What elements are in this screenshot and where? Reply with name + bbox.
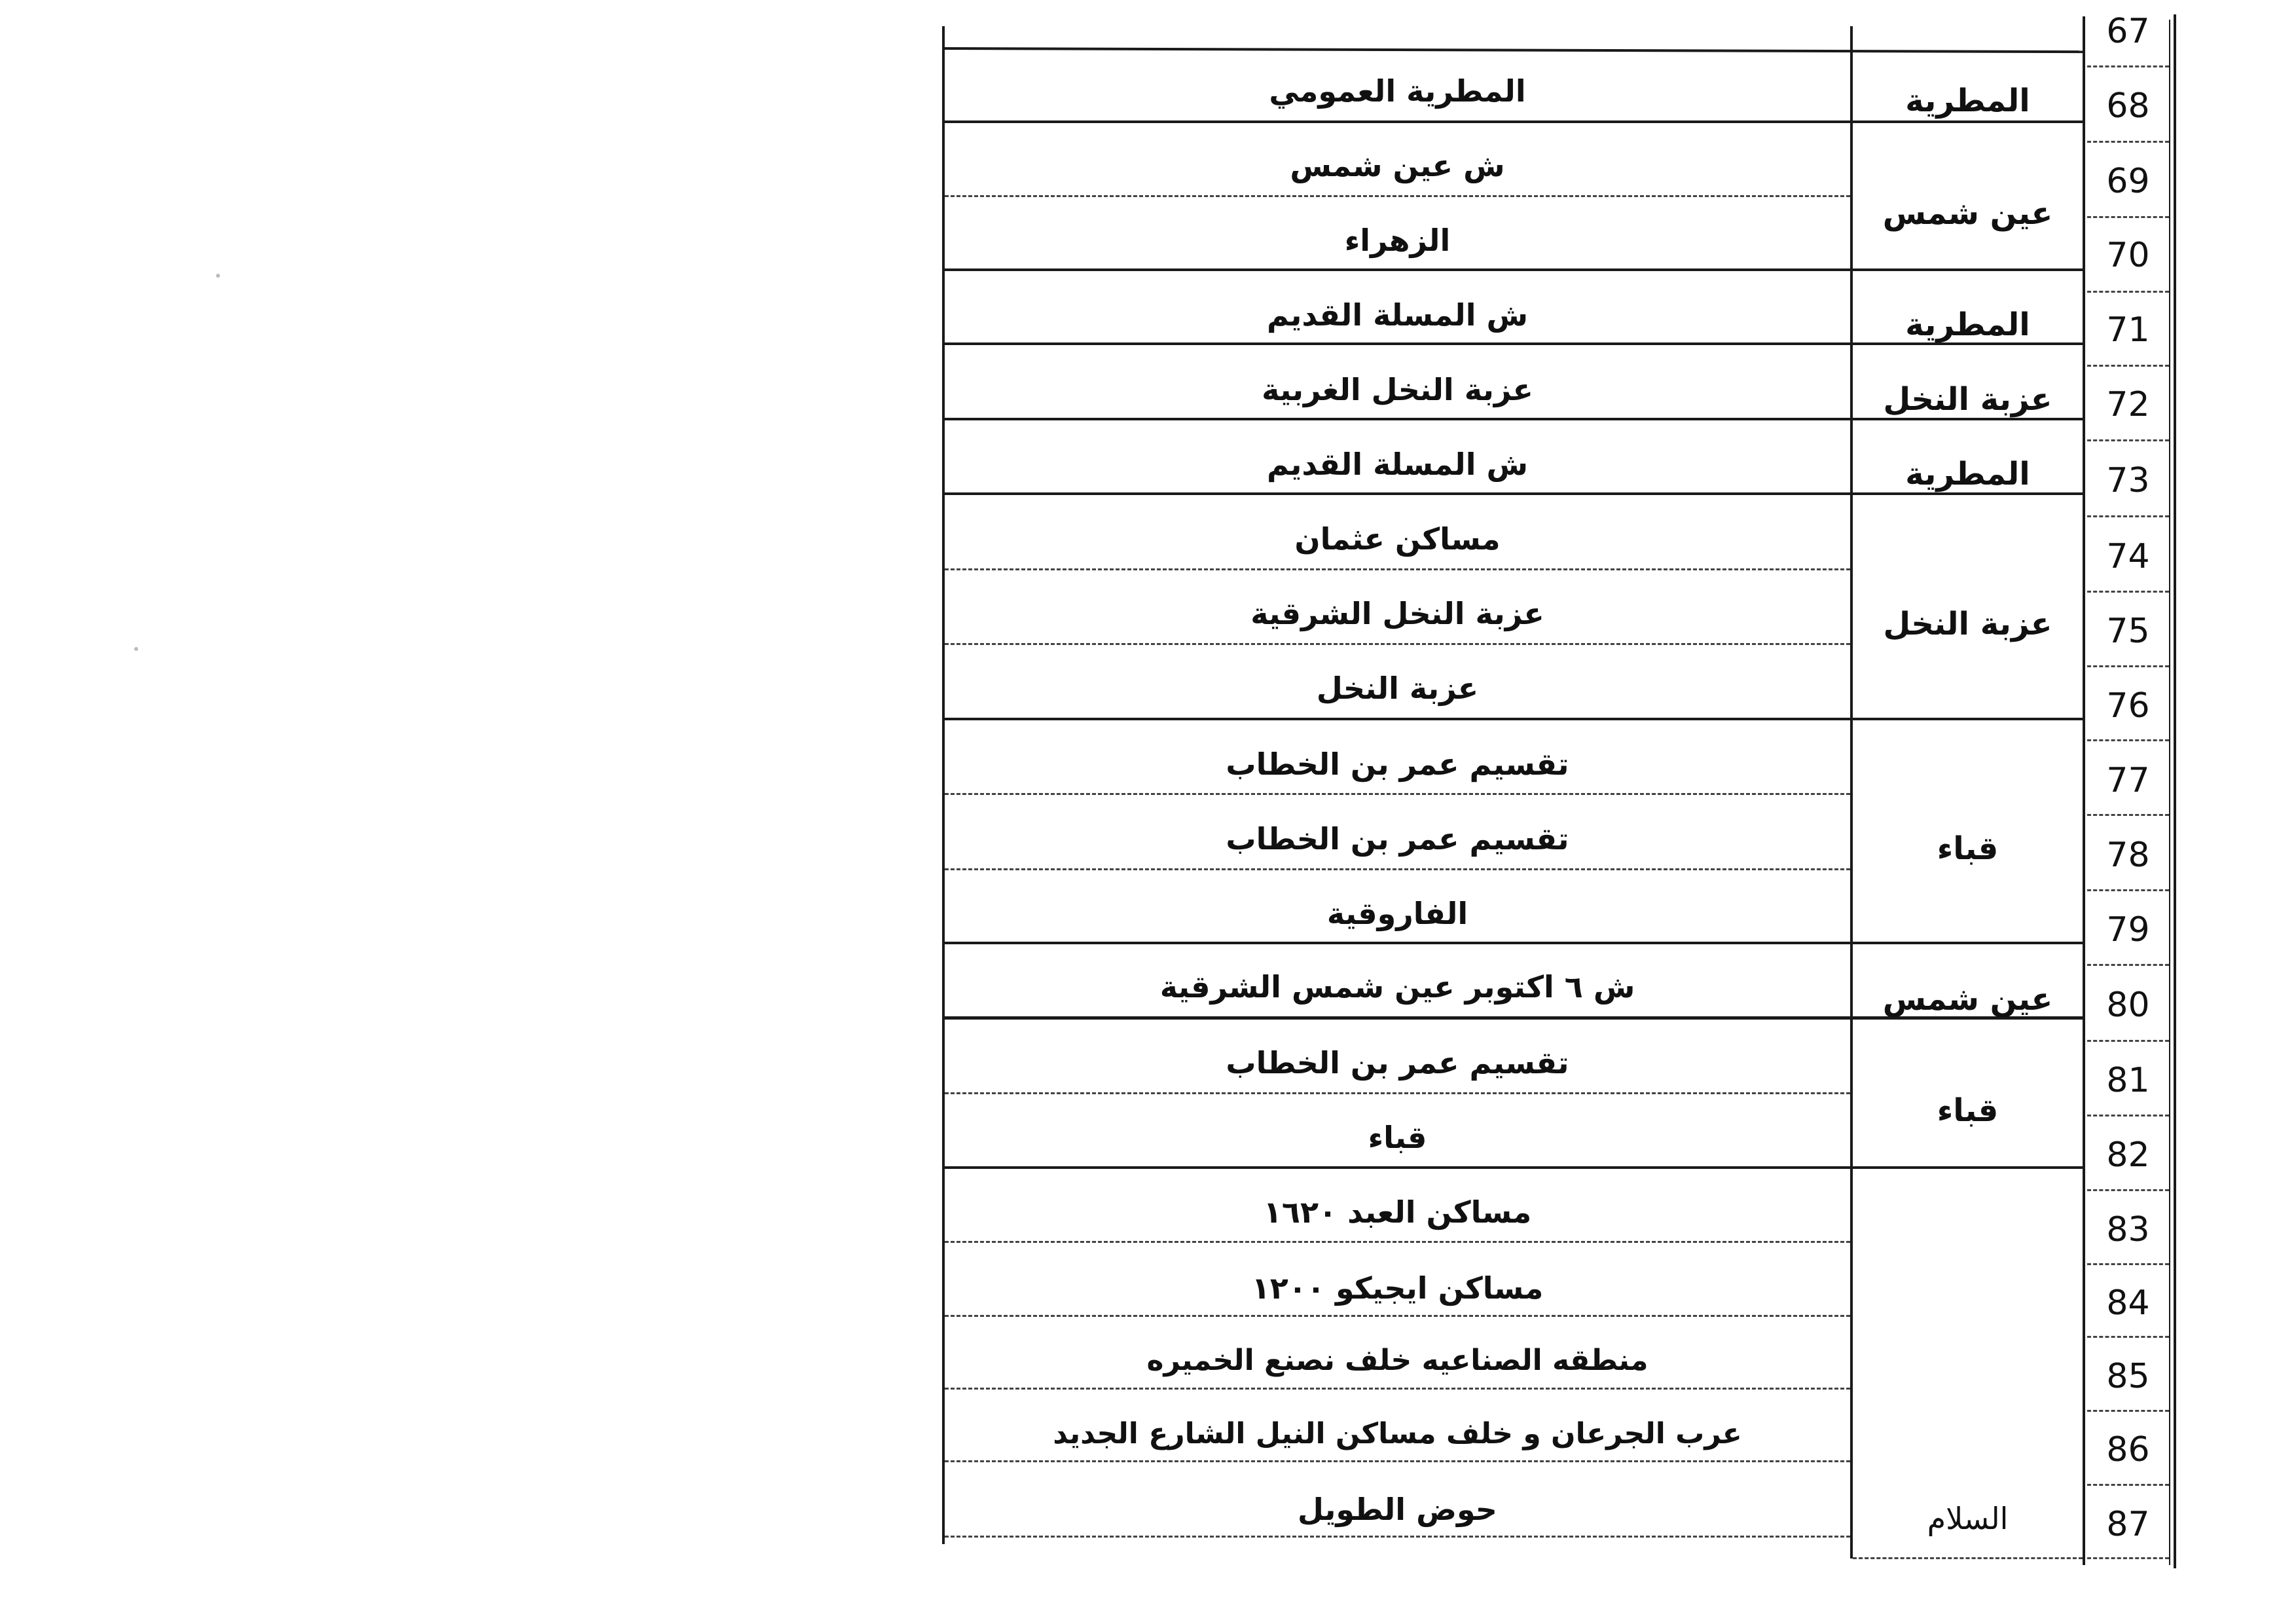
location-cell: مساكن ايجيكو ١٢٠٠	[1251, 1270, 1544, 1306]
row-separator	[945, 1241, 1850, 1243]
number-separator	[2087, 1336, 2169, 1338]
number-separator	[2087, 1410, 2169, 1412]
row-number: 85	[2106, 1357, 2150, 1396]
row-number: 68	[2106, 86, 2150, 126]
district-cell: عزبة النخل	[1883, 381, 2052, 418]
number-separator	[2087, 515, 2169, 517]
row-separator	[945, 793, 1850, 795]
number-separator	[2087, 814, 2169, 816]
location-cell: تقسيم عمر بن الخطاب	[1226, 821, 1569, 857]
row-separator	[2087, 65, 2169, 67]
location-cell: عزبة النخل	[1316, 671, 1479, 706]
group-separator	[943, 268, 2084, 271]
group-separator	[943, 120, 2084, 123]
row-number: 67	[2106, 12, 2150, 51]
group-separator	[943, 47, 2084, 53]
row-number: 86	[2106, 1430, 2150, 1469]
row-separator	[945, 568, 1850, 570]
scan-speck	[134, 647, 138, 651]
table-right-border-inner	[2169, 20, 2170, 1565]
group-separator	[943, 942, 2084, 944]
row-number: 75	[2106, 612, 2150, 651]
row-number: 69	[2106, 162, 2150, 201]
district-separator	[1853, 1557, 2083, 1559]
number-separator	[2087, 291, 2169, 293]
location-cell: الفاروقية	[1326, 896, 1468, 931]
row-separator	[945, 195, 1850, 197]
location-cell: عزبة النخل الغربية	[1262, 372, 1533, 407]
number-separator	[2087, 1557, 2169, 1559]
row-number: 84	[2106, 1283, 2150, 1323]
location-cell: حوض الطويل	[1298, 1492, 1497, 1527]
district-cell: قباء	[1937, 830, 1999, 867]
row-separator	[945, 1460, 1850, 1462]
number-separator	[2087, 591, 2169, 593]
row-separator	[945, 1388, 1850, 1390]
district-cell: عين شمس	[1882, 981, 2053, 1018]
number-separator	[2087, 141, 2169, 143]
row-number: 82	[2106, 1135, 2150, 1175]
row-separator	[945, 868, 1850, 870]
row-separator	[945, 643, 1850, 645]
number-separator	[2087, 365, 2169, 367]
district-cell: السلام	[1927, 1501, 2009, 1536]
row-number: 79	[2106, 910, 2150, 950]
location-cell: منطقه الصناعيه خلف نصنع الخميره	[1146, 1344, 1649, 1377]
location-cell: ش عين شمس	[1290, 148, 1505, 183]
number-separator	[2087, 889, 2169, 891]
row-number: 76	[2106, 686, 2150, 726]
district-cell: عزبة النخل	[1883, 606, 2052, 642]
number-separator	[2087, 964, 2169, 966]
row-number: 83	[2106, 1210, 2150, 1249]
location-cell: تقسيم عمر بن الخطاب	[1226, 1045, 1569, 1080]
row-number: 73	[2106, 461, 2150, 500]
row-number: 87	[2106, 1505, 2150, 1544]
row-number: 70	[2106, 236, 2150, 275]
location-cell: عرب الجرعان و خلف مساكن النيل الشارع الجديد	[1053, 1417, 1742, 1450]
number-column-left-border	[2083, 16, 2085, 1565]
location-cell: مساكن عثمان	[1294, 521, 1501, 557]
number-separator	[2087, 1040, 2169, 1042]
location-cell: ش المسلة القديم	[1267, 447, 1528, 482]
row-number: 77	[2106, 761, 2150, 800]
row-separator	[945, 1315, 1850, 1317]
number-separator	[2087, 1189, 2169, 1191]
location-cell: قباء	[1368, 1120, 1427, 1155]
number-separator	[2087, 1263, 2169, 1265]
row-number: 78	[2106, 836, 2150, 875]
location-cell: تقسيم عمر بن الخطاب	[1226, 747, 1569, 782]
location-cell: عزبة النخل الشرقية	[1250, 596, 1544, 631]
district-cell: المطرية	[1905, 306, 2030, 343]
table-right-border	[2174, 14, 2176, 1568]
location-cell: ش ٦ اكتوبر عين شمس الشرقية	[1159, 969, 1635, 1005]
district-cell: عين شمس	[1882, 195, 2053, 232]
number-separator	[2087, 739, 2169, 741]
district-cell: المطرية	[1905, 83, 2030, 119]
district-cell: المطرية	[1905, 456, 2030, 492]
group-separator	[943, 718, 2084, 720]
number-separator	[2087, 216, 2169, 218]
number-separator	[2087, 665, 2169, 667]
location-cell: مساكن العبد ١٦٢٠	[1263, 1194, 1532, 1230]
row-number: 71	[2106, 310, 2150, 350]
group-separator	[943, 1166, 2084, 1169]
district-cell: قباء	[1937, 1092, 1999, 1129]
number-separator	[2087, 1115, 2169, 1116]
scan-speck	[216, 274, 220, 278]
location-cell: ش المسلة القديم	[1267, 297, 1528, 333]
row-number: 81	[2106, 1061, 2150, 1100]
row-separator	[945, 1092, 1850, 1094]
row-separator	[945, 1536, 1850, 1538]
group-separator	[943, 418, 2084, 420]
district-column-left-border	[1850, 26, 1853, 1559]
row-number: 80	[2106, 986, 2150, 1025]
location-cell: المطرية العمومي	[1269, 73, 1526, 109]
number-separator	[2087, 439, 2169, 441]
row-number: 72	[2106, 385, 2150, 424]
location-cell: الزهراء	[1344, 223, 1451, 258]
row-number: 74	[2106, 537, 2150, 576]
group-separator	[943, 492, 2084, 495]
number-separator	[2087, 1484, 2169, 1486]
